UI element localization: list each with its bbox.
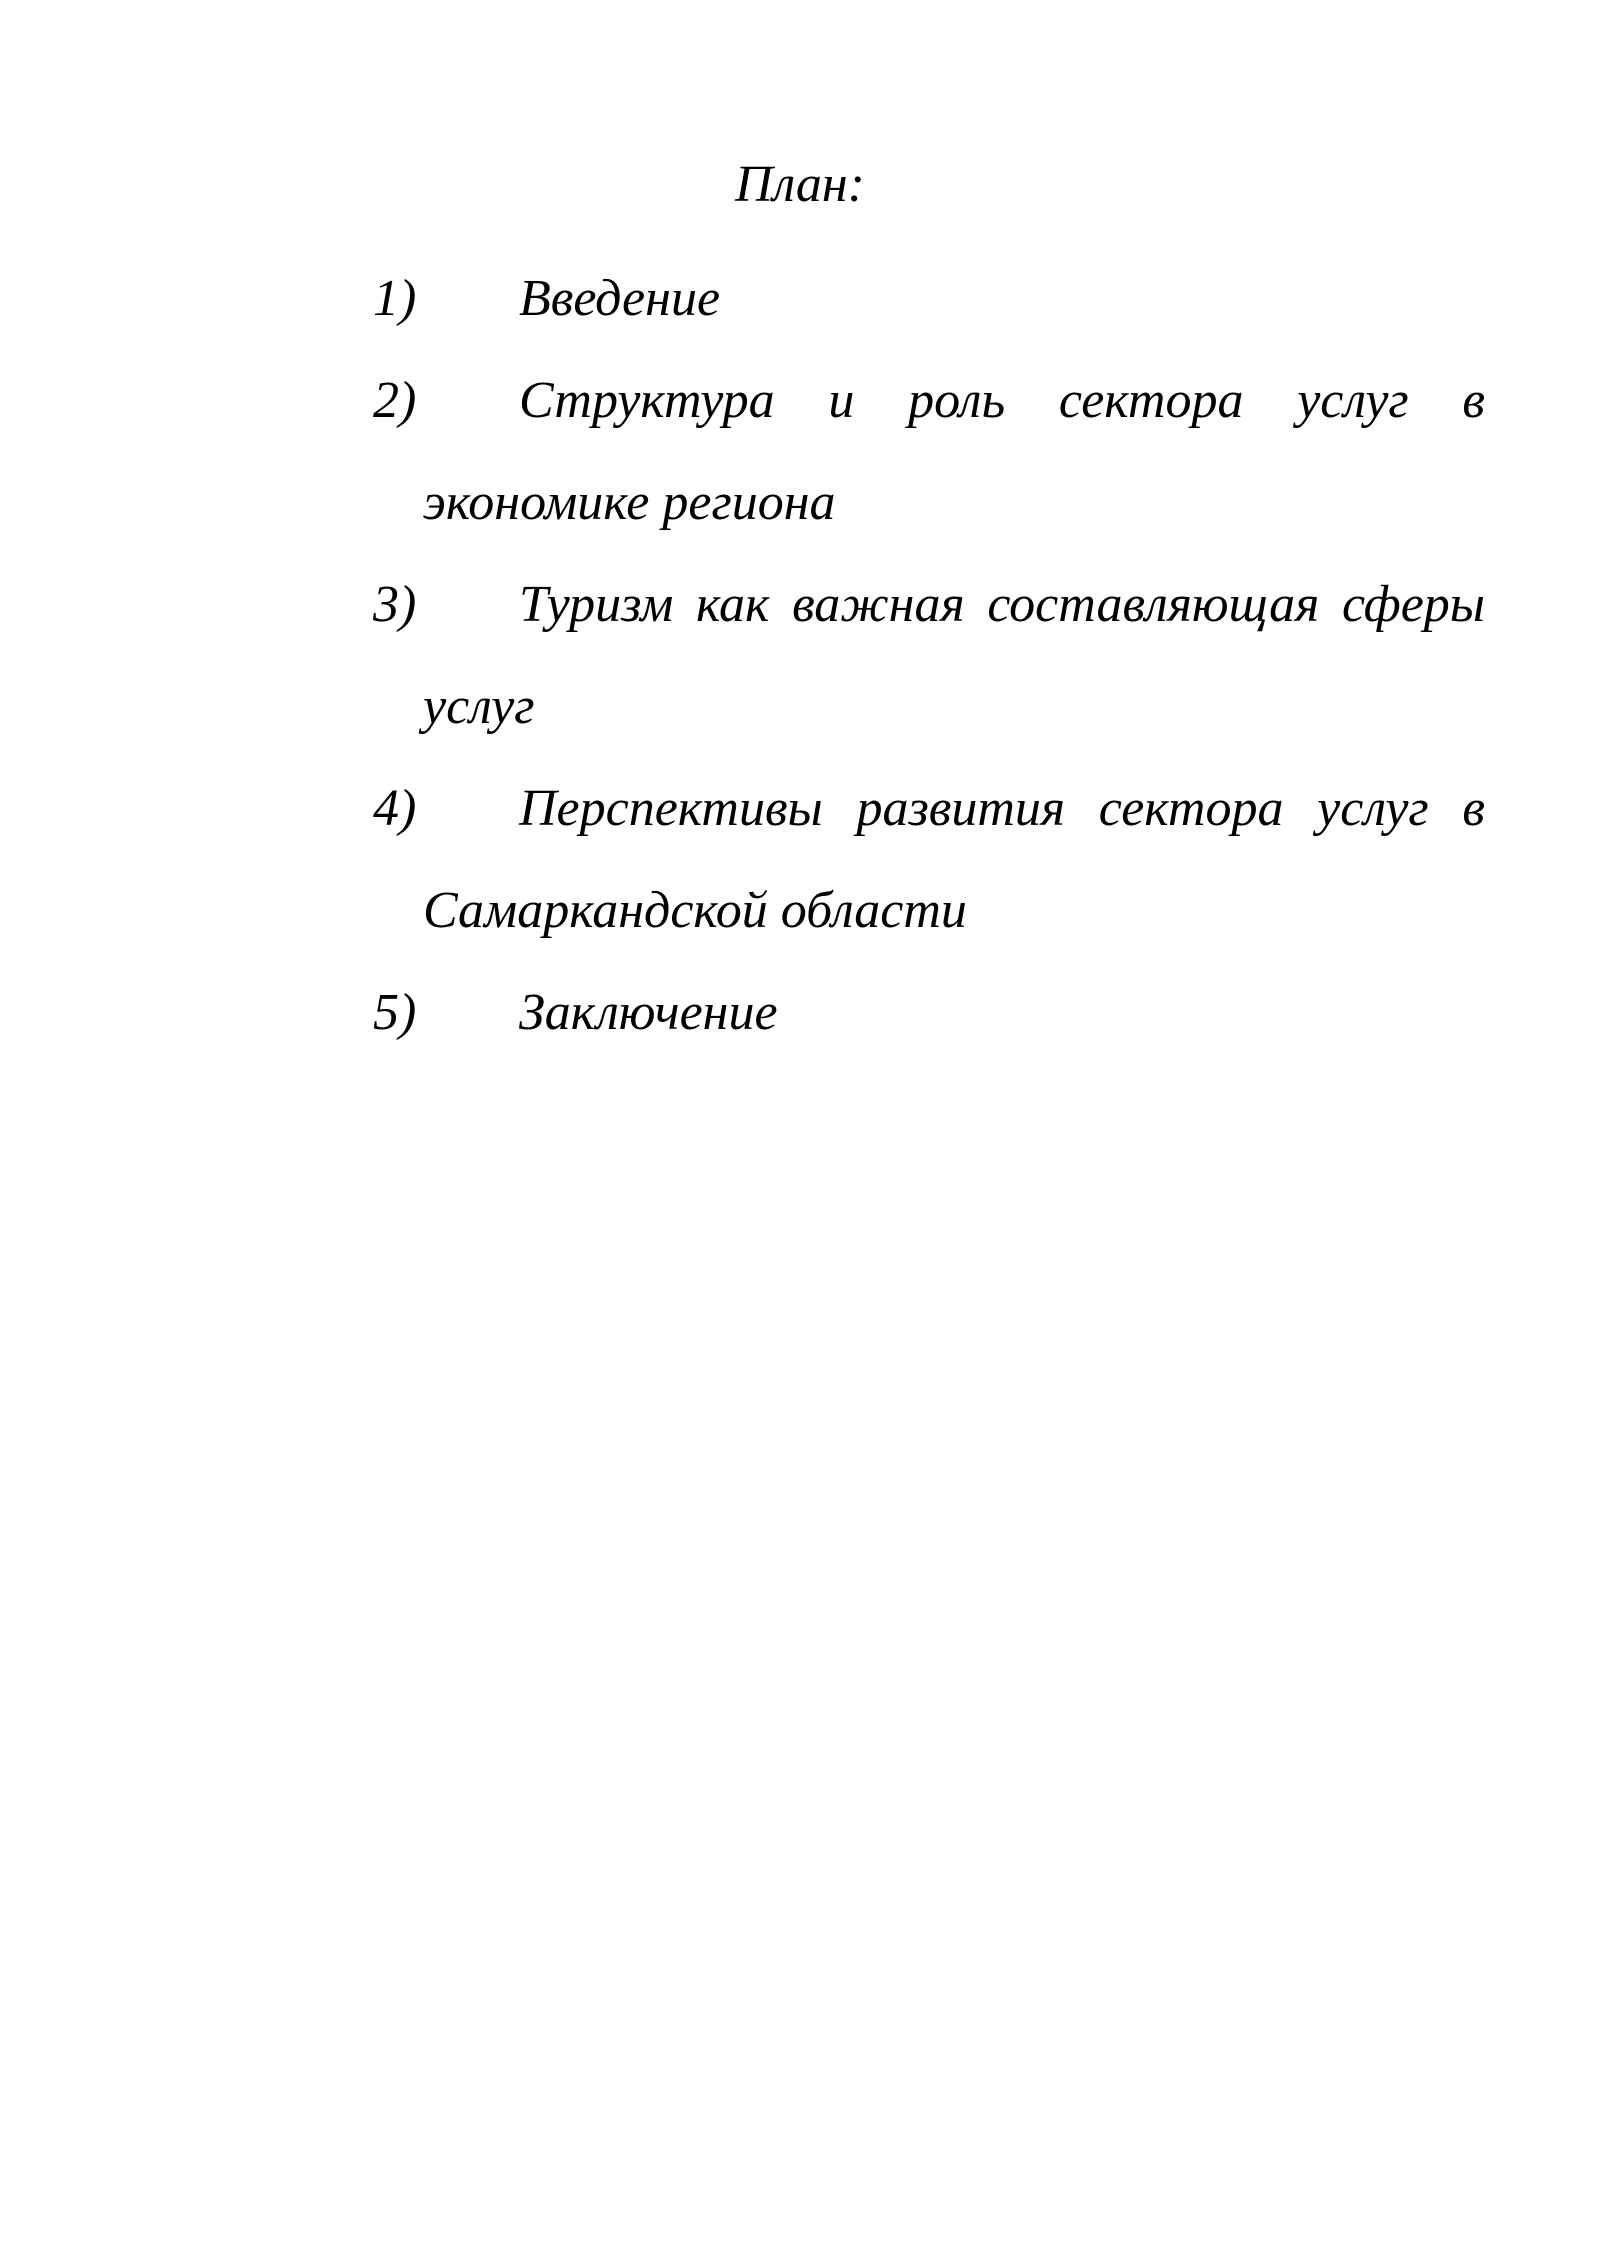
list-item-number: 2) [373,372,417,429]
list-item-text: Заключение [519,984,778,1041]
list-item-number: 1) [373,270,417,327]
list-item-number: 5) [373,984,417,1041]
page-title: План: [735,156,865,213]
list-item-number: 3) [373,576,417,633]
list-item [373,248,1485,350]
list-item-text: Введение [519,270,721,327]
plan-list [373,248,1485,1064]
list-item-number: 4) [373,780,417,837]
list-item-text: Туризм как важная составляющая сферы услуг [423,576,1485,735]
list-item-text: Структура и роль сектора услуг в экономике региона [423,372,1485,531]
list-item-text: Перспективы развития сектора услуг в Самаркандской области [423,780,1485,939]
list-item [373,554,1485,758]
list-item [373,758,1485,962]
list-item [373,350,1485,554]
list-item [373,962,1485,1064]
